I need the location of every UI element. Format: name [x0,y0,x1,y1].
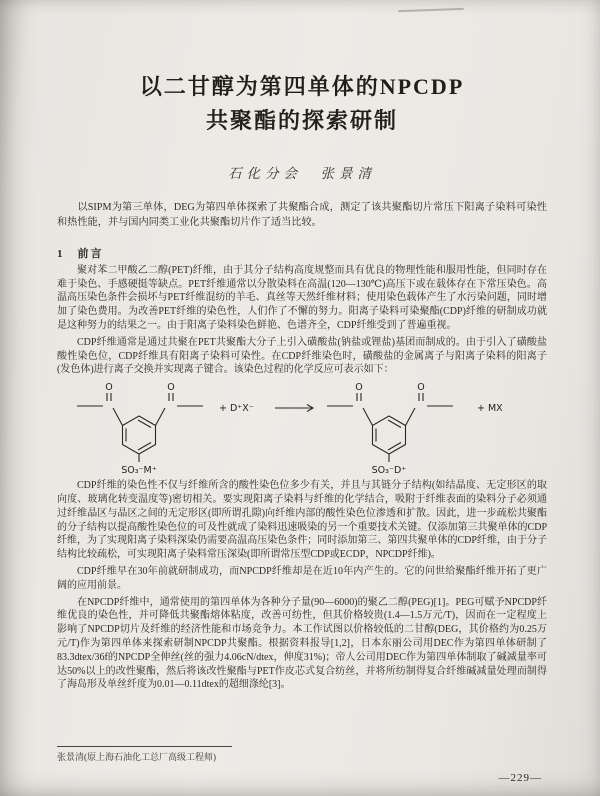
title-line-2: 共聚酯的探索研制 [205,108,398,134]
carbonyl-o-label: O [417,382,425,394]
body-paragraph: 在NPCDP纤维中，通常使用的第四单体为各种分子量(90—6000)的聚乙二醇(PEG)[1]。PEG可赋予NPCDP纤维优良的染色性，并可降低共聚酯熔体粘度，改善可纺性，但其价格较贵(1.4—1.5万元/T)，因而在一定程度上影响了NPCDP切片及纤维的经济性能和市场竞争力。本工作试图以价格较低的二甘醇(DEG，其价格约为0.25万元/T)作为第四单体来探索研制NPCDP共聚酯。根据资料报导[1,2]，日本东丽公司用DEC作为第四单体研制了83.3dtex/36f的NPCDP全伸丝(丝的强力4.06cN/dtex，伸度31%)；帝人公司用DEC作为第四单体制取了碱减量率可达50%以上的改性聚酯，然后将该改性聚酯与PET作皮芯式复合纺丝，并将所纺制得复合纤维碱减量处理而制得了海岛形及单丝纤度为0.01—0.11dtex的超细涤纶[3]。 [57,596,547,691]
carbonyl-o-label: O [355,382,363,394]
salt-product-label: + MX [477,403,503,415]
section-heading: 1 前言 [57,247,104,260]
abstract-paragraph: 以SIPM为第三单体，DEG为第四单体探索了共聚酯合成，测定了该共聚酯切片常压下阳离子染料可染性和热性能，并与国内同类工业化共聚酯切片作了适当比较。 [57,202,547,229]
footnote-divider [57,746,232,747]
carbonyl-o-label: O [105,382,113,394]
carbonyl-o-label: O [167,382,175,394]
title-line-1: 以二甘醇为第四单体的NPCDP [139,74,465,99]
benzene-ring-right-structure [327,393,453,462]
author-footnote: 张景清(原上海石油化工总厂高级工程师) [57,752,216,762]
page-content [57,0,547,692]
benzene-ring-left-structure [77,393,203,462]
byline: 石化分会 张景清 [228,166,376,182]
page-number: —229— [498,772,542,784]
body-paragraph: CDP纤维早在30年前就研制成功，而NPCDP纤维却是在近10年内产生的。它的问世给聚酯纤维开拓了更广阔的应用前景。 [57,565,547,591]
reaction-scheme [57,380,557,476]
paper-title [57,70,547,138]
body-paragraph: CDP纤维的染色性不仅与纤维所含的酸性染色位多少有关，并且与其链分子结构(如结晶度、无定形区的取向度、玻璃化转变温度等)密切相关。要实现阳离子染料与纤维的化学结合，吸附于纤维表面的染料分子必须通过纤维晶区与晶区之间的无定形区(即所谓孔隙)向纤维内部的酸性染色位渗透和扩散。因此，进一步疏松共聚酯的分子结构以提高酸性染色位的可及性就成了染料迅速吸染的另一个重要技术关键。仅添加第三共聚单体的CDP纤维，为了实现阳离子染料深染仍需要高温高压染色条件；同时添加第三、第四共聚单体的CDP纤维，由于分子结构比较疏松，可实现阳离子染料常压深染(即所谓常压型CDP或ECDP，NPCDP纤维)。 [57,480,547,561]
dye-cation-reagent-label: + D⁺X⁻ [219,403,254,415]
body-paragraph: CDP纤维通常是通过共聚在PET共聚酯大分子上引入磺酸盐(钠盐或锂盐)基团而制成的。由于引入了磺酸盐酸性染色位，CDP纤维具有阳离子染料可染性。在CDP纤维染色时，磺酸盐的金属离子与阳离子染料的阳离子(发色体)进行离子交换并实现离子键合。该染色过程的化学反应可表示如下： [57,336,547,376]
body-paragraph: 聚对苯二甲酸乙二醇(PET)纤维，由于其分子结构高度规整而具有优良的物理性能和服用性能，但同时存在难于染色、手感硬挺等缺点。PET纤维通常以分散染料在高温(120—130℃)高压下或在载体存在下常压染色。高温高压染色条件会损坏与PET纤维混纺的羊毛、真丝等天然纤维材料；使用染色载体产生了水污染问题，同时增加了染色费用。为改善PET纤维的染色性，人们作了不懈的努力。阳离子染料可染聚酯(CDP)纤维的研制成功就是这种努力的结果之一。由于阳离子染料染色鲜艳、色谱齐全，CDP纤维受到了普遍重视。 [57,264,547,331]
sulfonate-m-label: SO₃⁻M⁺ [121,465,157,477]
reaction-arrow-icon [275,405,313,412]
sulfonate-d-label: SO₃⁻D⁺ [371,465,407,477]
